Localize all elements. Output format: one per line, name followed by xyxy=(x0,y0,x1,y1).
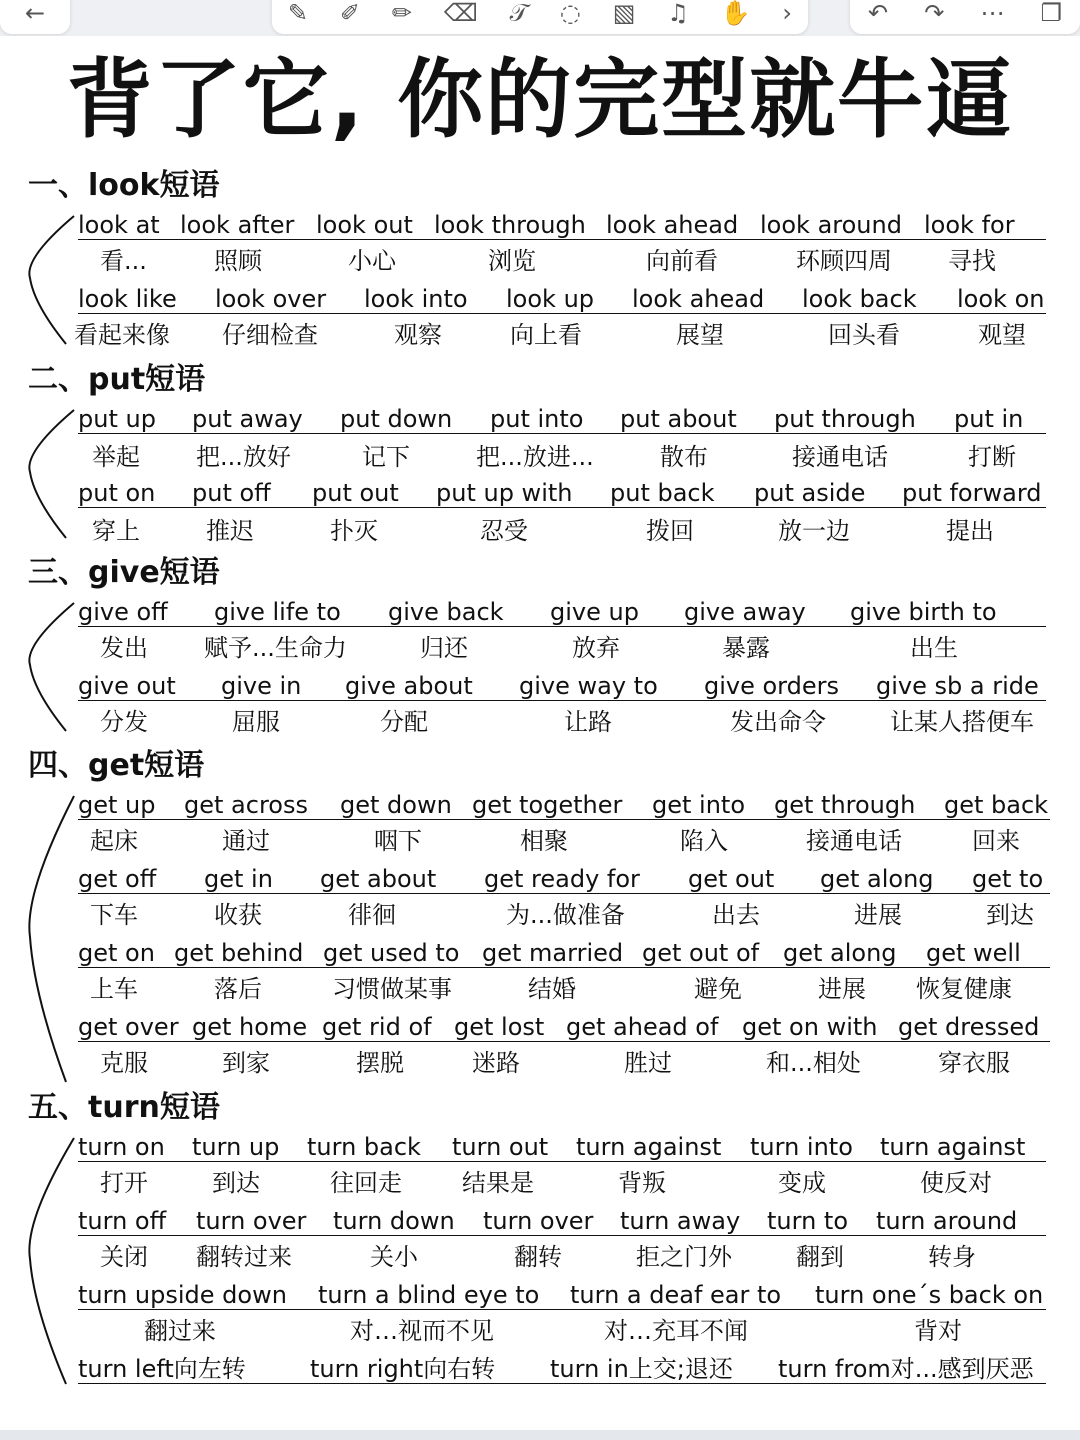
phrase: get in xyxy=(204,865,273,893)
phrase: get used to xyxy=(323,939,460,967)
phrase: turn back xyxy=(307,1133,421,1161)
phrase: get behind xyxy=(174,939,304,967)
meaning: 向前看 xyxy=(646,247,718,275)
meaning-row xyxy=(0,246,1080,278)
phrase: get married xyxy=(482,939,624,967)
edit-actions-bar xyxy=(850,0,1080,34)
meaning: 推迟 xyxy=(206,517,254,545)
phrase: turn in上交;退还 xyxy=(550,1355,733,1383)
phrase: turn over xyxy=(483,1207,594,1235)
section-heading: 五、turn短语 xyxy=(28,1090,220,1125)
meaning: 分配 xyxy=(380,708,428,736)
phrase: give sb a ride xyxy=(876,672,1039,700)
pages-icon[interactable]: ❐ xyxy=(1040,0,1062,27)
meaning: 接通电话 xyxy=(806,827,902,855)
meaning-row xyxy=(0,516,1080,548)
meaning-row xyxy=(0,633,1080,665)
meaning: 扑灭 xyxy=(330,517,378,545)
phrase-row xyxy=(0,1012,1080,1044)
phrase: turn against xyxy=(880,1133,1026,1161)
phrase: get out of xyxy=(642,939,760,967)
bottom-edge xyxy=(0,1430,1080,1440)
meaning: 回头看 xyxy=(828,321,900,349)
meaning: 寻找 xyxy=(948,247,996,275)
meaning: 翻转过来 xyxy=(196,1243,292,1271)
phrase: get on with xyxy=(742,1013,878,1041)
eraser-icon[interactable]: ⌫ xyxy=(443,0,478,27)
phrase: look up xyxy=(506,285,595,313)
meaning: 忍受 xyxy=(480,517,528,545)
meaning-row xyxy=(0,1316,1080,1348)
meaning: 把...放好 xyxy=(196,443,291,471)
meaning: 屈服 xyxy=(232,708,280,736)
meaning: 发出命令 xyxy=(730,708,826,736)
phrase: turn to xyxy=(767,1207,848,1235)
phrase: give orders xyxy=(704,672,839,700)
meaning: 回来 xyxy=(972,827,1020,855)
phrase: give birth to xyxy=(850,598,997,626)
meaning: 往回走 xyxy=(330,1169,402,1197)
phrase: put aside xyxy=(754,479,866,507)
meaning-row xyxy=(0,1048,1080,1080)
meaning: 进展 xyxy=(854,901,902,929)
phrase: get together xyxy=(472,791,623,819)
phrase-row xyxy=(0,478,1080,510)
phrase: get back xyxy=(944,791,1049,819)
phrase-row xyxy=(0,597,1080,629)
meaning-row xyxy=(0,442,1080,474)
meaning-row xyxy=(0,900,1080,932)
hand-icon[interactable]: ✋ xyxy=(720,0,751,27)
phrase: turn on xyxy=(78,1133,165,1161)
phrase: get out xyxy=(688,865,775,893)
phrase: turn around xyxy=(876,1207,1018,1235)
meaning: 和...相处 xyxy=(766,1049,861,1077)
meaning: 迷路 xyxy=(472,1049,520,1077)
phrase: get over xyxy=(78,1013,179,1041)
phrase: look for xyxy=(924,211,1015,239)
meaning: 摆脱 xyxy=(356,1049,404,1077)
phrase: get well xyxy=(926,939,1021,967)
meaning-row xyxy=(0,826,1080,858)
meaning: 发出 xyxy=(100,634,148,662)
note-page xyxy=(0,36,1080,1430)
meaning: 关小 xyxy=(370,1243,418,1271)
phrase: turn right向右转 xyxy=(310,1355,496,1383)
phrase: give up xyxy=(550,598,639,626)
meaning: 放一边 xyxy=(778,517,850,545)
meaning: 对…视而不见 xyxy=(350,1317,494,1345)
section-heading: 四、get短语 xyxy=(28,748,205,783)
phrase: give off xyxy=(78,598,168,626)
meaning: 落后 xyxy=(214,975,262,1003)
phrase-row xyxy=(0,404,1080,436)
phrase-row xyxy=(0,1132,1080,1164)
lasso-icon[interactable]: ◌ xyxy=(559,0,581,27)
phrase: get up xyxy=(78,791,156,819)
microphone-icon[interactable]: ♫ xyxy=(667,0,689,27)
phrase: get ahead of xyxy=(566,1013,719,1041)
phrase: turn against xyxy=(576,1133,722,1161)
meaning: 对…充耳不闻 xyxy=(604,1317,748,1345)
phrase: look through xyxy=(434,211,586,239)
meaning: 到达 xyxy=(212,1169,260,1197)
phrase: turn a deaf ear to xyxy=(570,1281,782,1309)
meaning-row xyxy=(0,1242,1080,1274)
phrase: look after xyxy=(180,211,295,239)
phrase: get home xyxy=(192,1013,308,1041)
back-button-box[interactable] xyxy=(0,0,70,34)
phrase: put up xyxy=(78,405,156,433)
meaning: 向上看 xyxy=(510,321,582,349)
meaning: 背叛 xyxy=(618,1169,666,1197)
page-title: 背了它, 你的完型就牛逼 xyxy=(66,50,1014,150)
meaning: 为...做准备 xyxy=(506,901,625,929)
meaning: 变成 xyxy=(778,1169,826,1197)
image-icon[interactable]: ▧ xyxy=(612,0,636,27)
meaning: 陷入 xyxy=(680,827,728,855)
phrase: get down xyxy=(340,791,452,819)
meaning: 恢复健康 xyxy=(916,975,1012,1003)
meaning-row xyxy=(0,707,1080,739)
meaning: 习惯做某事 xyxy=(332,975,452,1003)
meaning: 到达 xyxy=(986,901,1034,929)
meaning: 仔细检查 xyxy=(222,321,318,349)
phrase: look over xyxy=(215,285,327,313)
pen-icon[interactable]: ✎ xyxy=(287,0,309,27)
meaning: 浏览 xyxy=(488,247,536,275)
phrase: put up with xyxy=(436,479,573,507)
meaning: 关闭 xyxy=(100,1243,148,1271)
section-heading: 三、give短语 xyxy=(28,555,220,590)
phrase-row xyxy=(0,284,1080,316)
meaning: 观望 xyxy=(978,321,1026,349)
undo-icon[interactable]: ↶ xyxy=(868,0,889,27)
phrase: put forward xyxy=(902,479,1042,507)
meaning: 照顾 xyxy=(214,247,262,275)
phrase: put down xyxy=(340,405,453,433)
phrase: look like xyxy=(78,285,177,313)
phrase: get about xyxy=(320,865,437,893)
phrase: give way to xyxy=(519,672,658,700)
meaning: 穿衣服 xyxy=(938,1049,1010,1077)
meaning: 克服 xyxy=(100,1049,148,1077)
meaning: 环顾四周 xyxy=(796,247,892,275)
app-toolbar xyxy=(0,0,1080,36)
phrase: get off xyxy=(78,865,157,893)
phrase: look out xyxy=(316,211,413,239)
meaning: 举起 xyxy=(92,443,140,471)
phrase: turn left向左转 xyxy=(78,1355,246,1383)
meaning: 看起来像 xyxy=(74,321,170,349)
meaning: 使反对 xyxy=(920,1169,992,1197)
phrase: put in xyxy=(954,405,1024,433)
back-arrow-icon[interactable]: ← xyxy=(24,0,46,27)
meaning: 收获 xyxy=(214,901,262,929)
section-heading: 一、look短语 xyxy=(28,168,220,203)
more-icon[interactable]: ⋯ xyxy=(980,0,1005,27)
phrase: get to xyxy=(972,865,1044,893)
meaning: 接通电话 xyxy=(792,443,888,471)
phrase: turn from对...感到厌恶 xyxy=(778,1355,1034,1383)
meaning: 让某人搭便车 xyxy=(890,708,1034,736)
meaning: 打断 xyxy=(968,443,1016,471)
phrase: turn up xyxy=(192,1133,280,1161)
phrase: give life to xyxy=(214,598,341,626)
phrase-row xyxy=(0,790,1080,822)
phrase: turn upside down xyxy=(78,1281,287,1309)
redo-icon[interactable]: ↷ xyxy=(924,0,945,27)
meaning: 小心 xyxy=(348,247,396,275)
phrase-row xyxy=(0,938,1080,970)
phrase: look on xyxy=(957,285,1045,313)
section-heading: 二、put短语 xyxy=(28,362,206,397)
meaning-row xyxy=(0,1168,1080,1200)
phrase: get along xyxy=(820,865,934,893)
phrase-row xyxy=(0,1206,1080,1238)
meaning: 结婚 xyxy=(528,975,576,1003)
meaning: 提出 xyxy=(946,517,994,545)
drawing-tools-bar xyxy=(272,0,808,34)
meaning: 出去 xyxy=(712,901,760,929)
meaning-row xyxy=(0,320,1080,352)
meaning: 咽下 xyxy=(374,827,422,855)
meaning: 暴露 xyxy=(722,634,770,662)
phrase: turn off xyxy=(78,1207,167,1235)
meaning: 展望 xyxy=(676,321,724,349)
meaning-row xyxy=(0,974,1080,1006)
phrase: get across xyxy=(184,791,308,819)
meaning: 归还 xyxy=(420,634,468,662)
meaning: 结果是 xyxy=(462,1169,534,1197)
phrase: get along xyxy=(783,939,897,967)
meaning: 把...放进... xyxy=(476,443,594,471)
phrase: look around xyxy=(760,211,902,239)
phrase: get ready for xyxy=(484,865,640,893)
phrase-row xyxy=(0,671,1080,703)
phrase: give back xyxy=(388,598,504,626)
phrase: get on xyxy=(78,939,155,967)
meaning: 打开 xyxy=(100,1169,148,1197)
phrase: put away xyxy=(192,405,303,433)
meaning: 赋予...生命力 xyxy=(204,634,347,662)
phrase: turn away xyxy=(620,1207,741,1235)
phrase: get through xyxy=(774,791,916,819)
phrase: look back xyxy=(802,285,917,313)
phrase: look ahead xyxy=(606,211,739,239)
text-tool-icon[interactable]: 𝒯 xyxy=(509,0,529,27)
meaning: 转身 xyxy=(928,1243,976,1271)
phrase: give in xyxy=(221,672,302,700)
phrase: get rid of xyxy=(322,1013,432,1041)
phrase: turn down xyxy=(333,1207,455,1235)
phrase: give about xyxy=(345,672,473,700)
meaning: 相聚 xyxy=(520,827,568,855)
meaning: 出生 xyxy=(910,634,958,662)
phrase: put through xyxy=(774,405,916,433)
meaning: 徘徊 xyxy=(348,901,396,929)
phrase: look at xyxy=(78,211,160,239)
phrase: turn out xyxy=(452,1133,549,1161)
meaning: 翻转 xyxy=(514,1243,562,1271)
meaning: 看... xyxy=(100,247,147,275)
pencil-icon[interactable]: ✏ xyxy=(391,0,412,27)
meaning: 让路 xyxy=(564,708,612,736)
phrase: put back xyxy=(610,479,715,507)
marker-icon[interactable]: ✐ xyxy=(339,0,360,27)
meaning: 上车 xyxy=(90,975,138,1003)
phrase: give away xyxy=(684,598,806,626)
meaning: 通过 xyxy=(222,827,270,855)
meaning: 记下 xyxy=(362,443,410,471)
phrase: put into xyxy=(490,405,584,433)
phrase: get lost xyxy=(454,1013,545,1041)
phrase: put on xyxy=(78,479,156,507)
meaning: 拒之门外 xyxy=(636,1243,732,1271)
meaning: 散布 xyxy=(660,443,708,471)
phrase: turn one´s back on xyxy=(815,1281,1044,1309)
phrase-row xyxy=(0,1280,1080,1312)
meaning: 避免 xyxy=(694,975,742,1003)
phrase: look into xyxy=(364,285,468,313)
phrase: turn over xyxy=(196,1207,307,1235)
phrase: give out xyxy=(78,672,176,700)
meaning: 下车 xyxy=(90,901,138,929)
phrase: turn into xyxy=(750,1133,853,1161)
phrase: get dressed xyxy=(898,1013,1040,1041)
phrase-row xyxy=(0,864,1080,896)
meaning: 拨回 xyxy=(646,517,694,545)
phrase: put out xyxy=(312,479,399,507)
meaning: 翻到 xyxy=(796,1243,844,1271)
phrase: look ahead xyxy=(632,285,765,313)
meaning: 背对 xyxy=(914,1317,962,1345)
phrase: get into xyxy=(652,791,746,819)
phrase: put off xyxy=(192,479,271,507)
meaning: 穿上 xyxy=(92,517,140,545)
phrase: turn a blind eye to xyxy=(318,1281,540,1309)
meaning: 进展 xyxy=(818,975,866,1003)
chevron-right-icon[interactable]: › xyxy=(782,0,792,27)
phrase-row xyxy=(0,1354,1080,1386)
meaning: 到家 xyxy=(222,1049,270,1077)
meaning: 胜过 xyxy=(624,1049,672,1077)
meaning: 翻过来 xyxy=(144,1317,216,1345)
meaning: 分发 xyxy=(100,708,148,736)
meaning: 观察 xyxy=(394,321,442,349)
phrase-row xyxy=(0,210,1080,242)
phrase: put about xyxy=(620,405,737,433)
meaning: 放弃 xyxy=(572,634,620,662)
meaning: 起床 xyxy=(90,827,138,855)
